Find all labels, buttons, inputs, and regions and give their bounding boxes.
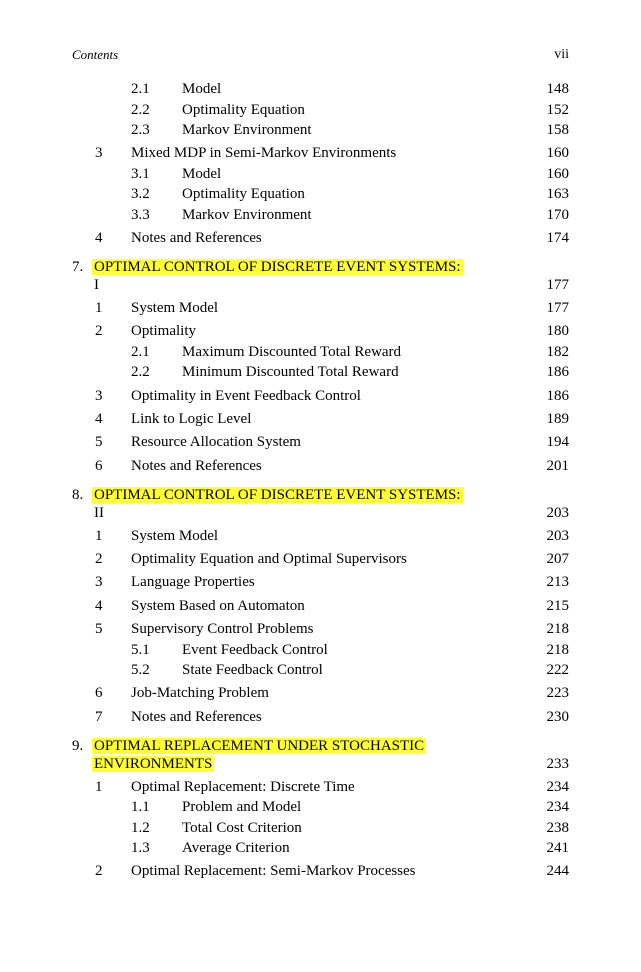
section-title: Notes and References bbox=[131, 230, 262, 246]
subsection-title: Optimality Equation bbox=[182, 186, 305, 202]
subsection-number: 2.3 bbox=[131, 122, 150, 138]
chapter-number: 8. bbox=[72, 487, 84, 503]
section-title: System Based on Automaton bbox=[131, 598, 305, 614]
page-ref: 163 bbox=[546, 186, 569, 202]
toc-subsection-entry[interactable] bbox=[0, 100, 641, 120]
section-number: 7 bbox=[95, 709, 103, 725]
toc-subsection-entry[interactable] bbox=[0, 164, 641, 184]
page-ref: 186 bbox=[546, 364, 569, 380]
page-ref: 234 bbox=[546, 779, 569, 795]
section-title: System Model bbox=[131, 528, 219, 544]
subsection-number: 1.3 bbox=[131, 840, 150, 856]
section-title: Supervisory Control Problems bbox=[131, 621, 314, 637]
page-ref: 234 bbox=[546, 799, 569, 815]
toc-section-entry[interactable] bbox=[0, 526, 641, 546]
subsection-number: 1.1 bbox=[131, 799, 150, 815]
subsection-title: Minimum Discounted Total Reward bbox=[182, 364, 399, 380]
toc-section-entry[interactable] bbox=[0, 861, 641, 881]
subsection-title: Total Cost Criterion bbox=[182, 820, 302, 836]
page-ref: 174 bbox=[546, 230, 569, 246]
toc-section-entry[interactable] bbox=[0, 298, 641, 318]
section-title: System Model bbox=[131, 300, 219, 316]
toc-subsection-entry[interactable] bbox=[0, 184, 641, 204]
section-number: 3 bbox=[95, 145, 103, 161]
page-ref: 207 bbox=[546, 551, 569, 567]
toc-chapter-entry[interactable] bbox=[0, 485, 641, 505]
toc-section-entry[interactable] bbox=[0, 572, 641, 592]
subsection-number: 3.3 bbox=[131, 207, 150, 223]
chapter-title-continued bbox=[94, 754, 214, 774]
section-number: 3 bbox=[95, 388, 103, 404]
section-number: 4 bbox=[95, 230, 103, 246]
subsection-number: 3.2 bbox=[131, 186, 150, 202]
toc-section-entry[interactable] bbox=[0, 596, 641, 616]
subsection-title: Model bbox=[182, 166, 222, 182]
toc-chapter-entry[interactable] bbox=[0, 736, 641, 756]
toc-section-entry[interactable] bbox=[0, 143, 641, 163]
section-title: Optimality in Event Feedback Control bbox=[131, 388, 361, 404]
page-ref: 203 bbox=[546, 528, 569, 544]
toc-subsection-entry[interactable] bbox=[0, 342, 641, 362]
section-title: Link to Logic Level bbox=[131, 411, 252, 427]
section-title: Optimality bbox=[131, 323, 196, 339]
subsection-title: Model bbox=[182, 81, 222, 97]
page-ref: 189 bbox=[546, 411, 569, 427]
page-ref: 203 bbox=[546, 505, 569, 521]
subsection-number: 5.1 bbox=[131, 642, 150, 658]
section-title: Mixed MDP in Semi-Markov Environments bbox=[131, 145, 397, 161]
toc-subsection-entry[interactable] bbox=[0, 79, 641, 99]
subsection-number: 2.2 bbox=[131, 364, 150, 380]
section-number: 6 bbox=[95, 685, 103, 701]
subsection-title: Maximum Discounted Total Reward bbox=[182, 344, 402, 360]
page-ref: 182 bbox=[546, 344, 569, 360]
toc-chapter-entry-continued[interactable] bbox=[0, 275, 641, 295]
page-ref: 148 bbox=[546, 81, 569, 97]
page-ref: 180 bbox=[546, 323, 569, 339]
highlighted-text: OPTIMAL CONTROL OF DISCRETE EVENT SYSTEMS: bbox=[94, 487, 461, 503]
page-ref: 201 bbox=[546, 458, 569, 474]
section-number: 5 bbox=[95, 621, 103, 637]
subsection-title: Problem and Model bbox=[182, 799, 302, 815]
subsection-number: 5.2 bbox=[131, 662, 150, 678]
page-ref: 177 bbox=[546, 300, 569, 316]
section-number: 2 bbox=[95, 863, 103, 879]
section-title: Optimal Replacement: Semi-Markov Processes bbox=[131, 863, 416, 879]
section-title: Job-Matching Problem bbox=[131, 685, 269, 701]
page-ref: 152 bbox=[546, 102, 569, 118]
page-ref: 218 bbox=[546, 642, 569, 658]
subsection-number: 2.2 bbox=[131, 102, 150, 118]
toc-section-entry[interactable] bbox=[0, 321, 641, 341]
toc-subsection-entry[interactable] bbox=[0, 640, 641, 660]
subsection-number: 1.2 bbox=[131, 820, 150, 836]
section-title: Notes and References bbox=[131, 709, 262, 725]
toc-section-entry[interactable] bbox=[0, 409, 641, 429]
section-number: 4 bbox=[95, 598, 103, 614]
page-ref: 222 bbox=[546, 662, 569, 678]
chapter-number: 9. bbox=[72, 738, 84, 754]
toc-subsection-entry[interactable] bbox=[0, 205, 641, 225]
toc-subsection-entry[interactable] bbox=[0, 797, 641, 817]
section-title: Optimality Equation and Optimal Supervisors bbox=[131, 551, 407, 567]
page-ref: 230 bbox=[546, 709, 569, 725]
chapter-title-continued: II bbox=[94, 505, 104, 521]
toc-subsection-entry[interactable] bbox=[0, 818, 641, 838]
page-ref: 186 bbox=[546, 388, 569, 404]
section-number: 3 bbox=[95, 574, 103, 590]
toc-subsection-entry[interactable] bbox=[0, 362, 641, 382]
section-number: 5 bbox=[95, 434, 103, 450]
page-ref: 233 bbox=[546, 756, 569, 772]
page-ref: 223 bbox=[546, 685, 569, 701]
page-ref: 241 bbox=[546, 840, 569, 856]
subsection-number: 2.1 bbox=[131, 344, 150, 360]
chapter-title bbox=[94, 736, 426, 756]
subsection-title: Markov Environment bbox=[182, 122, 312, 138]
section-title: Resource Allocation System bbox=[131, 434, 301, 450]
page-ref: 170 bbox=[546, 207, 569, 223]
section-title: Language Properties bbox=[131, 574, 255, 590]
running-head: Contents bbox=[72, 47, 119, 62]
section-number: 4 bbox=[95, 411, 103, 427]
section-title: Optimal Replacement: Discrete Time bbox=[131, 779, 355, 795]
section-number: 1 bbox=[95, 779, 103, 795]
toc-chapter-entry[interactable] bbox=[0, 257, 641, 277]
subsection-title: Markov Environment bbox=[182, 207, 312, 223]
page-number: vii bbox=[554, 47, 569, 62]
subsection-title: Average Criterion bbox=[182, 840, 290, 856]
subsection-title: Optimality Equation bbox=[182, 102, 305, 118]
highlighted-text: OPTIMAL REPLACEMENT UNDER STOCHASTIC bbox=[94, 738, 425, 754]
page-ref: 160 bbox=[546, 166, 569, 182]
toc-section-entry[interactable] bbox=[0, 619, 641, 639]
chapter-title-continued: I bbox=[94, 277, 99, 293]
subsection-title: Event Feedback Control bbox=[182, 642, 328, 658]
subsection-number: 3.1 bbox=[131, 166, 150, 182]
page-ref: 218 bbox=[546, 621, 569, 637]
toc-section-entry[interactable] bbox=[0, 456, 641, 476]
section-number: 6 bbox=[95, 458, 103, 474]
subsection-number: 2.1 bbox=[131, 81, 150, 97]
page-ref: 215 bbox=[546, 598, 569, 614]
toc-section-entry[interactable] bbox=[0, 683, 641, 703]
toc-subsection-entry[interactable] bbox=[0, 838, 641, 858]
section-number: 1 bbox=[95, 528, 103, 544]
toc-section-entry[interactable] bbox=[0, 707, 641, 727]
page-ref: 244 bbox=[546, 863, 569, 879]
chapter-title bbox=[94, 485, 463, 505]
chapter-title bbox=[94, 257, 463, 277]
highlighted-text: OPTIMAL CONTROL OF DISCRETE EVENT SYSTEMS: bbox=[94, 259, 461, 275]
toc-section-entry[interactable] bbox=[0, 777, 641, 797]
page-ref: 213 bbox=[546, 574, 569, 590]
toc-section-entry[interactable] bbox=[0, 386, 641, 406]
page-ref: 158 bbox=[546, 122, 569, 138]
page-header bbox=[72, 47, 569, 65]
toc-chapter-entry-continued[interactable] bbox=[0, 754, 641, 774]
highlighted-text: ENVIRONMENTS bbox=[94, 756, 213, 772]
toc-section-entry[interactable] bbox=[0, 228, 641, 248]
toc-subsection-entry[interactable] bbox=[0, 660, 641, 680]
page-ref: 177 bbox=[546, 277, 569, 293]
toc-section-entry[interactable] bbox=[0, 432, 641, 452]
toc-chapter-entry-continued[interactable] bbox=[0, 503, 641, 523]
page-ref: 160 bbox=[546, 145, 569, 161]
section-number: 2 bbox=[95, 551, 103, 567]
toc-section-entry[interactable] bbox=[0, 549, 641, 569]
section-number: 1 bbox=[95, 300, 103, 316]
section-title: Notes and References bbox=[131, 458, 262, 474]
subsection-title: State Feedback Control bbox=[182, 662, 323, 678]
page-ref: 238 bbox=[546, 820, 569, 836]
page-ref: 194 bbox=[546, 434, 569, 450]
section-number: 2 bbox=[95, 323, 103, 339]
toc-subsection-entry[interactable] bbox=[0, 120, 641, 140]
chapter-number: 7. bbox=[72, 259, 84, 275]
